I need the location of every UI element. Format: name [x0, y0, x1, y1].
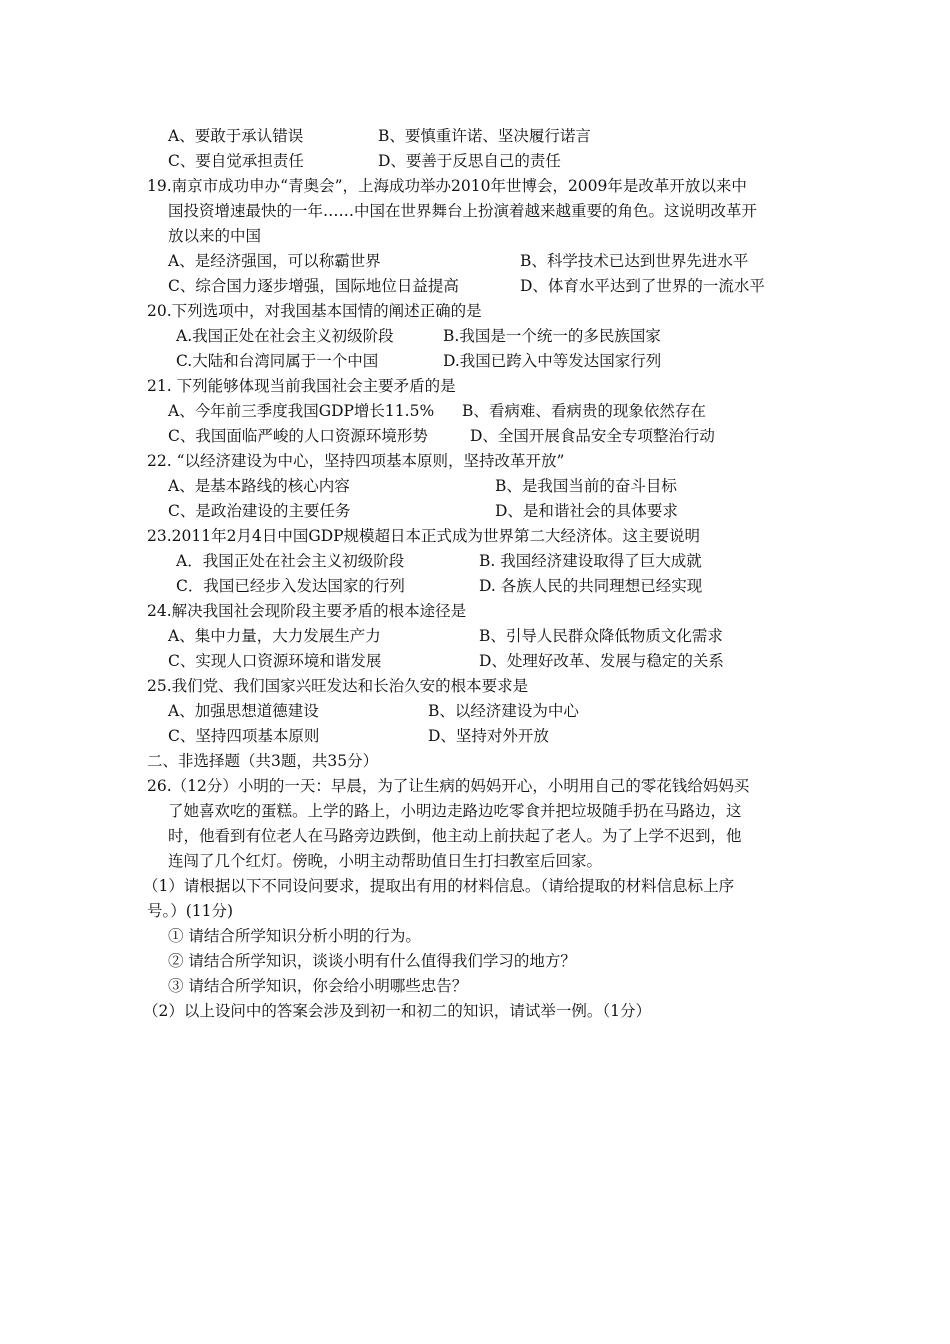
q22-option-d: D、是和谐社会的具体要求	[495, 502, 678, 520]
q23-option-b: B. 我国经济建设取得了巨大成就	[479, 552, 702, 570]
q26-stem-line2: 了她喜欢吃的蛋糕。上学的路上，小明边走路边吃零食并把垃圾随手扔在马路边，这	[168, 802, 742, 820]
q19-option-d: D、体育水平达到了世界的一流水平	[520, 277, 765, 295]
q26-stem-line3: 时，他看到有位老人在马路旁边跌倒，他主动上前扶起了老人。为了上学不迟到，他	[168, 827, 742, 845]
q21-option-a: A、今年前三季度我国GDP增长11.5%	[168, 402, 435, 420]
q19-option-b: B、科学技术已达到世界先进水平	[520, 252, 749, 270]
q19-stem-line3: 放以来的中国	[168, 227, 262, 245]
q26-sub3: ③ 请结合所学知识，你会给小明哪些忠告？	[168, 977, 468, 995]
q26-part1-line2: 号。）(11分)	[147, 902, 234, 920]
q24-option-c: C、实现人口资源环境和谐发展	[168, 652, 382, 670]
q22-option-a: A、是基本路线的核心内容	[168, 477, 350, 495]
q20-option-d: D.我国已跨入中等发达国家行列	[443, 352, 662, 370]
q18-option-a: A、要敢于承认错误	[168, 127, 304, 145]
q24-option-d: D、处理好改革、发展与稳定的关系	[479, 652, 724, 670]
q24-option-a: A、集中力量，大力发展生产力	[168, 627, 381, 645]
q26-stem-line4: 连闯了几个红灯。傍晚，小明主动帮助值日生打扫教室后回家。	[168, 852, 603, 870]
q20-stem: 20.下列选项中，对我国基本国情的阐述正确的是	[147, 302, 482, 320]
q22-option-b: B、是我国当前的奋斗目标	[495, 477, 677, 495]
q19-stem-line1: 19.南京市成功申办“青奥会”，上海成功举办2010年世博会，2009年是改革开放以来中	[147, 177, 747, 195]
q24-stem: 24.解决我国社会现阶段主要矛盾的根本途径是	[147, 602, 467, 620]
q19-stem-line2: 国投资增速最快的一年……中国在世界舞台上扮演着越来越重要的角色。这说明改革开	[168, 202, 758, 220]
q26-part2: （2）以上设问中的答案会涉及到初一和初二的知识，请试举一例。（1分）	[143, 1002, 651, 1020]
q26-sub1: ① 请结合所学知识分析小明的行为。	[168, 927, 421, 945]
q26-part1-line1: （1）请根据以下不同设问要求，提取出有用的材料信息。（请给提取的材料信息标上序	[143, 877, 735, 895]
q22-stem: 22. “以经济建设为中心，坚持四项基本原则，坚持改革开放”	[147, 452, 565, 470]
q21-option-b: B、看病难、看病贵的现象依然存在	[462, 402, 706, 420]
q20-option-c: C.大陆和台湾同属于一个中国	[176, 352, 379, 370]
q24-option-b: B、引导人民群众降低物质文化需求	[479, 627, 723, 645]
q26-sub2: ② 请结合所学知识，谈谈小明有什么值得我们学习的地方？	[168, 952, 576, 970]
section-heading-nonchoice: 二、非选择题（共3题，共35分）	[147, 752, 379, 770]
q23-stem: 23.2011年2月4日中国GDP规模超日本正式成为世界第二大经济体。这主要说明	[147, 527, 701, 545]
q21-option-d: D、全国开展食品安全专项整治行动	[470, 427, 715, 445]
q20-option-b: B.我国是一个统一的多民族国家	[443, 327, 661, 345]
q25-option-d: D、坚持对外开放	[428, 727, 549, 745]
q23-option-a: A．我国正处在社会主义初级阶段	[176, 552, 405, 570]
q21-option-c: C、我国面临严峻的人口资源环境形势	[168, 427, 428, 445]
q19-option-a: A、是经济强国，可以称霸世界	[168, 252, 381, 270]
q18-option-d: D、要善于反思自己的责任	[378, 152, 561, 170]
q23-option-c: C．我国已经步入发达国家的行列	[176, 577, 405, 595]
q21-stem: 21. 下列能够体现当前我国社会主要矛盾的是	[147, 377, 456, 395]
q20-option-a: A.我国正处在社会主义初级阶段	[176, 327, 394, 345]
q25-option-b: B、以经济建设为中心	[428, 702, 579, 720]
q25-option-c: C、坚持四项基本原则	[168, 727, 320, 745]
q18-option-c: C、要自觉承担责任	[168, 152, 304, 170]
q22-option-c: C、是政治建设的主要任务	[168, 502, 351, 520]
q25-option-a: A、加强思想道德建设	[168, 702, 319, 720]
q18-option-b: B、要慎重许诺、坚决履行诺言	[378, 127, 591, 145]
q26-stem-line1: 26.（12分）小明的一天：早晨，为了让生病的妈妈开心，小明用自己的零花钱给妈妈买	[147, 777, 750, 795]
q23-option-d: D. 各族人民的共同理想已经实现	[479, 577, 703, 595]
q19-option-c: C、综合国力逐步增强，国际地位日益提高	[168, 277, 459, 295]
q25-stem: 25.我们党、我们国家兴旺发达和长治久安的根本要求是	[147, 677, 529, 695]
